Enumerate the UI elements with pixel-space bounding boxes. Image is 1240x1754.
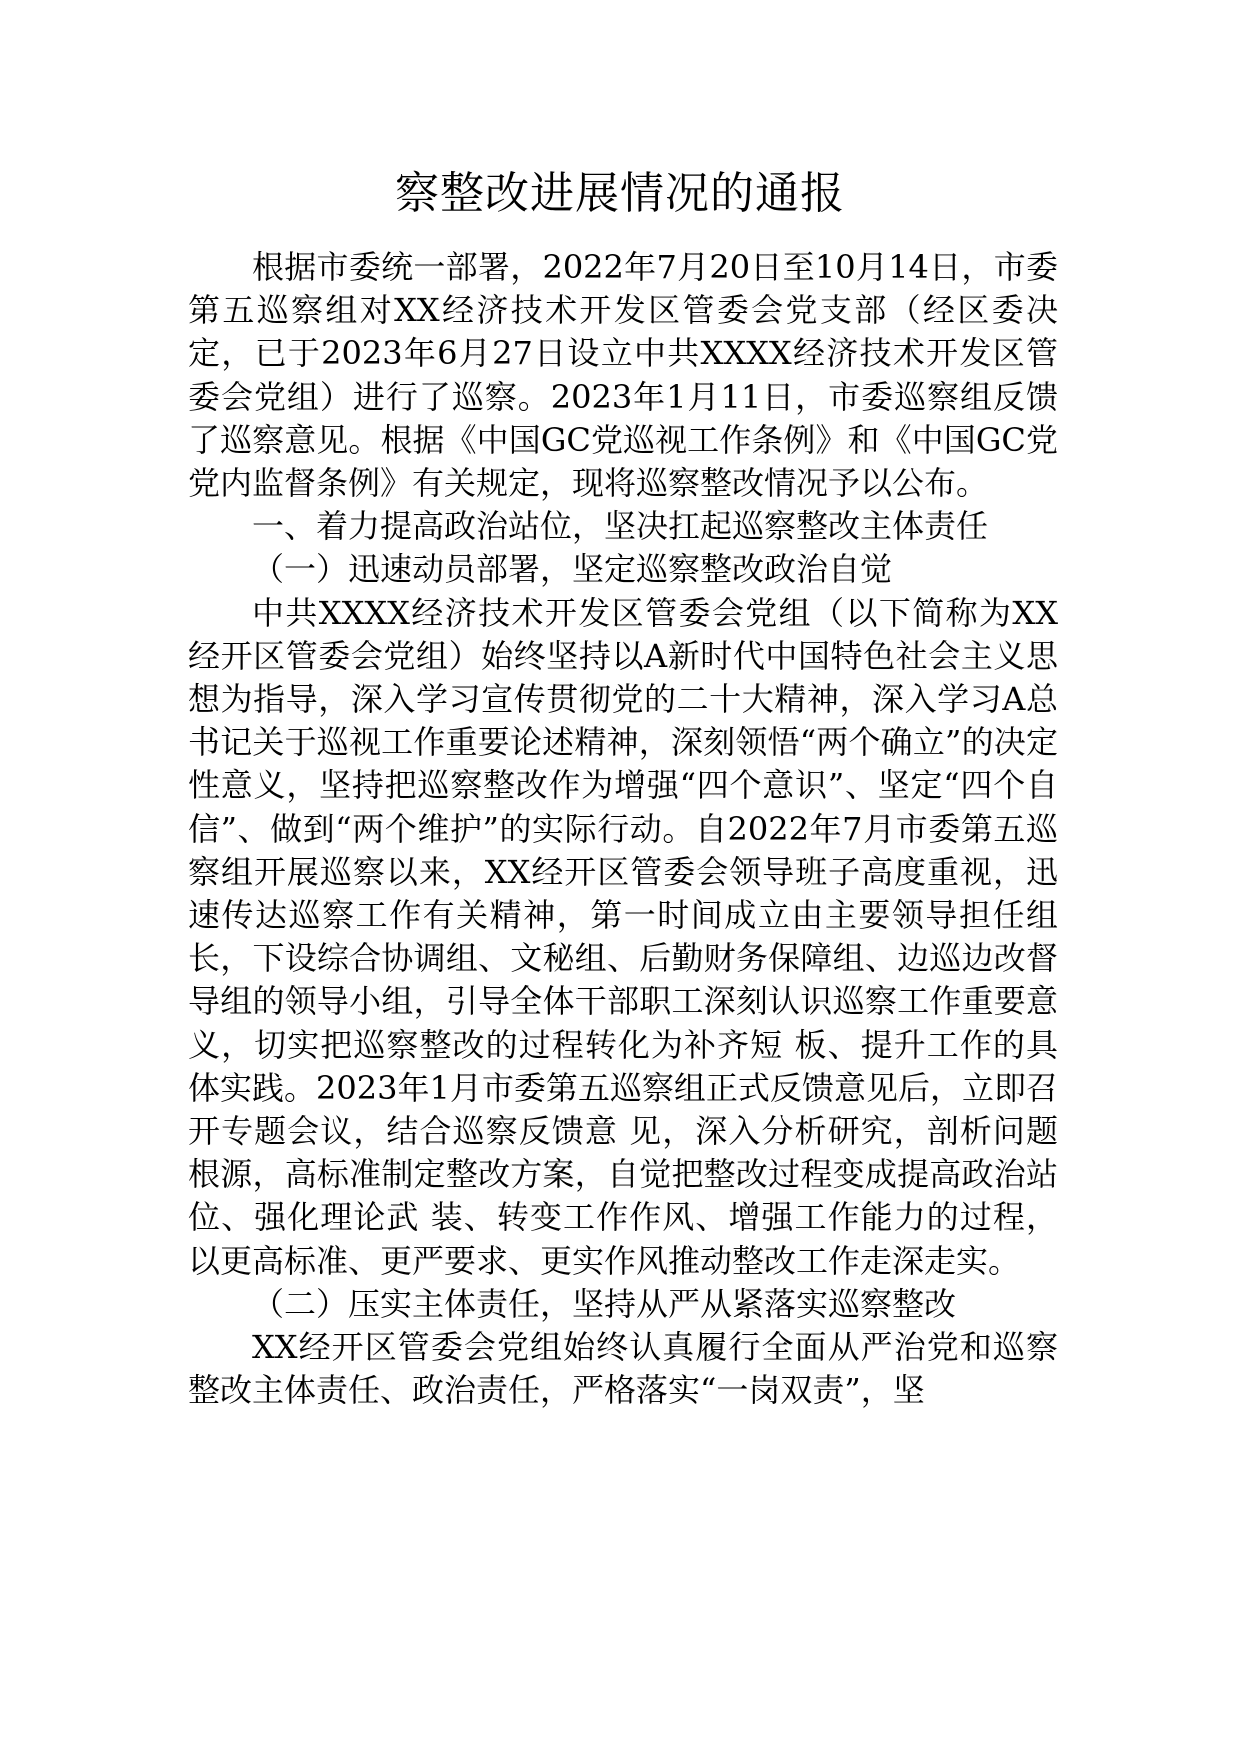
document-body: [188, 246, 1058, 1412]
document-title: 察整改进展情况的通报: [395, 168, 845, 219]
subsection-heading-1: （一）迅速动员部署，坚定巡察整改政治自觉: [252, 550, 893, 589]
section-heading-1: 一、着力提高政治站位，坚决扛起巡察整改主体责任: [252, 507, 989, 546]
body-paragraph-1: 中共XXXX经济技术开发区管委会党组（以下简称为XX经开区管委会党组）始终坚持以A新时代中国特色社会主义思想为指导，深入学习宣传贯彻党的二十大精神，深入学习A总书记关于巡视工作重要论述精神，深刻领悟“两个确立”的决定性意义，坚持把巡察整改作为增强“四个意识”、坚定“四个自信”、做到“两个维护”的实际行动。自2022年7月市委第五巡察组开展巡察以来，XX经开区管委会领导班子高度重视，迅速传达巡察工作有关精神，第一时间成立由主要领导担任组长，下设综合协调组、文秘组、后勤财务保障组、边巡边改督导组的领导小组，引导全体干部职工深刻认识巡察工作重要意义，切实把巡察整改的过程转化为补齐短 板、提升工作的具体实践。2023年1月市委第五巡察组正式反馈意见后，立即召开专题会议，结合巡察反馈意 见，深入分析研究，剖析问题根源，高标准制定整改方案，自觉把整改过程变成提高政治站位、强化理论武 装、转变工作作风、增强工作能力的过程，以更高标准、更严要求、更实作风推动整改工作走深走实。: [188, 593, 1058, 1280]
subsection-heading-2: （二）压实主体责任，坚持从严从紧落实巡察整改: [252, 1284, 957, 1323]
intro-paragraph: 根据市委统一部署，2022年7月20日至10月14日，市委第五巡察组对XX经济技术开发区管委会党支部（经区委决定，已于2023年6月27日设立中共XXXX经济技术开发区管委会党组）进行了巡察。2023年1月11日，市委巡察组反馈了巡察意见。根据《中国GC党巡视工作条例》和《中国GC党党内监督条例》有关规定，现将巡察整改情况予以公布。: [188, 248, 1058, 503]
body-paragraph-2: XX经开区管委会党组始终认真履行全面从严治党和巡察整改主体责任、政治责任，严格落实“一岗双责”，坚: [188, 1328, 1058, 1410]
